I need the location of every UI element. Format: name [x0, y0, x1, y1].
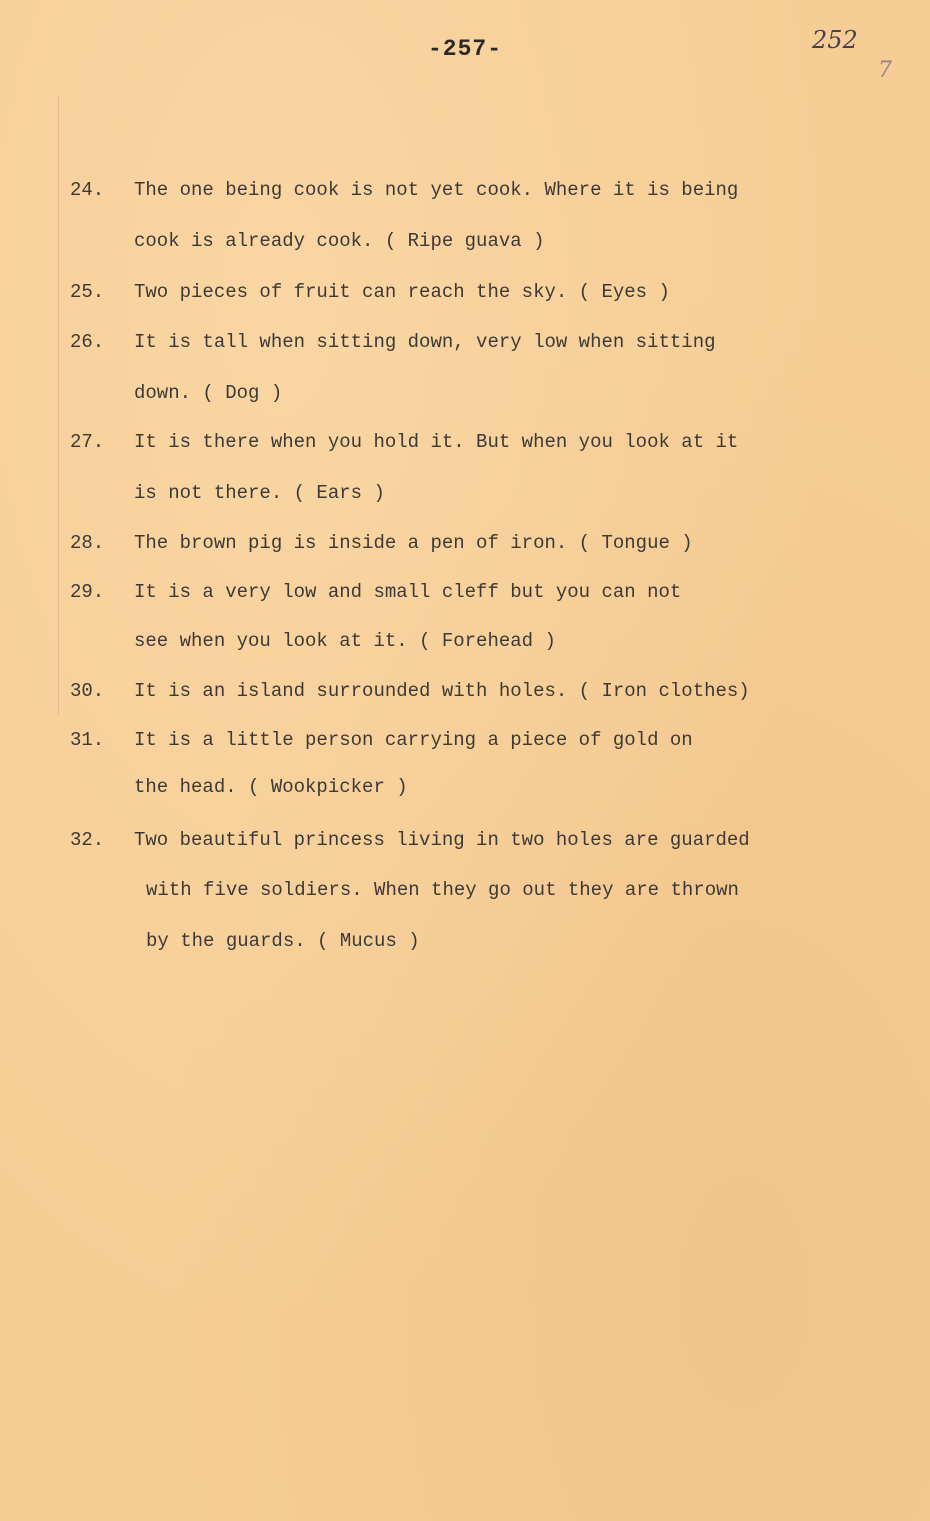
riddle-text-line: The one being cook is not yet cook. Where it is being: [134, 179, 739, 201]
riddle-text-line: Two pieces of fruit can reach the sky. ( Eyes ): [134, 281, 670, 303]
riddle-text-line: see when you look at it. ( Forehead ): [134, 630, 556, 652]
riddle-number: 27.: [70, 431, 105, 453]
riddle-text-line: Two beautiful princess living in two holes are guarded: [134, 829, 750, 851]
handwritten-page-number: 252: [812, 26, 858, 54]
riddle-text-line: It is a very low and small cleff but you can not: [134, 581, 682, 603]
riddle-number: 25.: [70, 281, 105, 303]
riddle-text-line: It is there when you hold it. But when you look at it: [134, 431, 739, 453]
riddle-number: 32.: [70, 829, 105, 851]
riddle-number: 29.: [70, 581, 105, 603]
riddle-number: 24.: [70, 179, 105, 201]
riddle-number: 30.: [70, 680, 105, 702]
page-margin-line: [58, 95, 59, 715]
riddle-text-line: the head. ( Wookpicker ): [134, 776, 408, 798]
page-number: -257-: [427, 36, 502, 62]
riddle-text-line: The brown pig is inside a pen of iron. ( Tongue ): [134, 532, 693, 554]
handwritten-annotation: 7: [878, 58, 892, 83]
riddle-text-line: down. ( Dog ): [134, 382, 283, 404]
riddle-text-line: by the guards. ( Mucus ): [146, 930, 420, 952]
riddle-number: 26.: [70, 331, 105, 353]
riddle-text-line: It is an island surrounded with holes. ( Iron clothes): [134, 680, 750, 702]
riddle-number: 31.: [70, 729, 105, 751]
riddle-text-line: cook is already cook. ( Ripe guava ): [134, 230, 545, 252]
riddle-number: 28.: [70, 532, 105, 554]
riddle-text-line: It is a little person carrying a piece of gold on: [134, 729, 693, 751]
riddle-text-line: is not there. ( Ears ): [134, 482, 385, 504]
riddle-text-line: It is tall when sitting down, very low when sitting: [134, 331, 716, 353]
riddle-text-line: with five soldiers. When they go out they are thrown: [146, 879, 739, 901]
